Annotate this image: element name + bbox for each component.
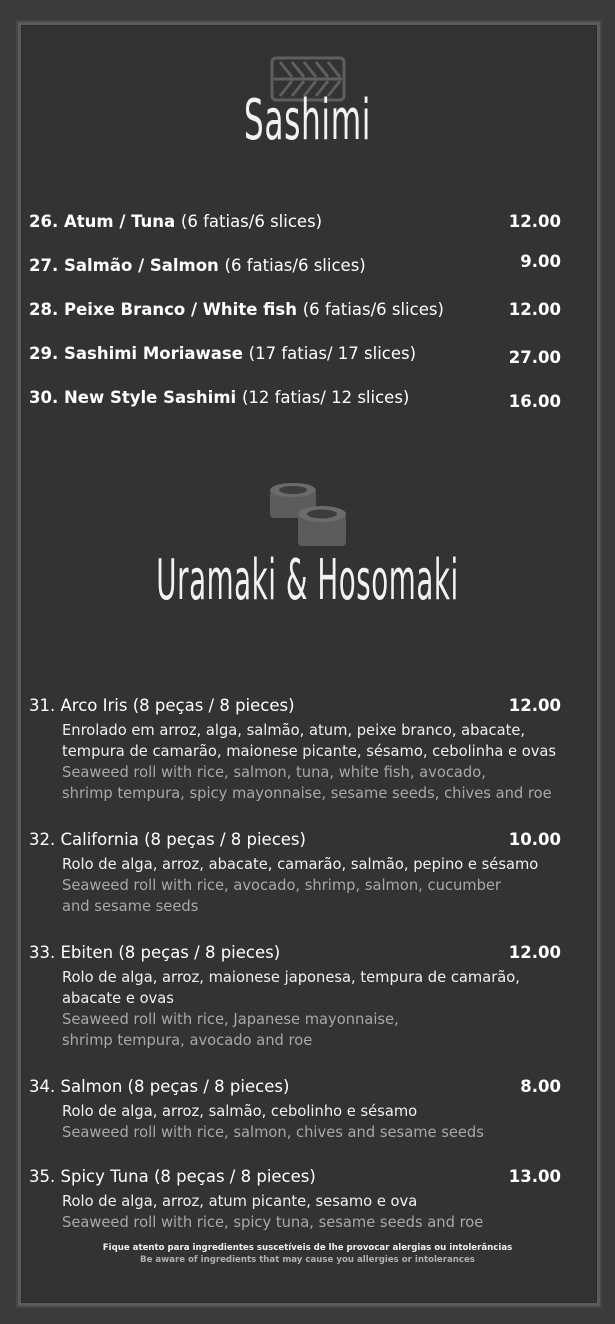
item-description-pt — [62, 720, 561, 762]
allergy-notice-en: Be aware of ingredients that may cause you allergies or intolerances — [140, 1255, 475, 1265]
item-number: 29. — [29, 344, 59, 363]
item-price: 12.00 — [508, 696, 561, 715]
item-number: 27. — [29, 256, 59, 275]
item-price: 27.00 — [508, 348, 561, 367]
menu-item — [29, 300, 561, 326]
item-number: 32. — [29, 830, 56, 849]
description-line: Rolo de alga, arroz, salmão, cebolinho e sésamo — [62, 1103, 418, 1120]
menu-item — [29, 696, 561, 804]
item-portion: (8 peças / 8 pieces) — [153, 1167, 316, 1186]
description-line: Enrolado em arroz, alga, salmão, atum, peixe branco, abacate, — [62, 722, 526, 739]
item-portion: (8 peças / 8 pieces) — [118, 943, 281, 962]
item-line — [29, 1077, 289, 1096]
item-portion: (6 fatias/6 slices) — [180, 212, 323, 231]
description-line: and sesame seeds — [62, 898, 199, 915]
maki-rolls-icon — [0, 482, 615, 552]
item-price: 9.00 — [520, 252, 561, 271]
item-description-en — [62, 762, 561, 804]
item-portion: (6 fatias/6 slices) — [224, 256, 366, 275]
item-name: Salmão / Salmon — [63, 256, 219, 275]
item-description-en — [62, 1212, 561, 1233]
description-line: Seaweed roll with rice, Japanese mayonnaise, — [62, 1011, 399, 1028]
description-line: Seaweed roll with rice, avocado, shrimp, salmon, cucumber — [62, 877, 501, 894]
menu-item — [29, 212, 561, 238]
item-number: 26. — [29, 212, 59, 231]
item-name: Arco Iris — [60, 696, 128, 715]
menu-item — [29, 344, 561, 370]
menu-item — [29, 943, 561, 1051]
item-price: 12.00 — [508, 212, 561, 231]
item-name: New Style Sashimi — [63, 388, 237, 407]
section-title-sashimi: Sashimi — [243, 88, 372, 153]
item-price: 12.00 — [508, 300, 561, 319]
item-description-pt — [62, 1101, 561, 1122]
item-name: California — [60, 830, 139, 849]
item-price: 8.00 — [520, 1077, 561, 1096]
item-line — [29, 696, 295, 715]
item-name: Sashimi Moriawase — [63, 344, 243, 363]
item-number: 34. — [29, 1077, 56, 1096]
menu-item — [29, 252, 561, 282]
menu-item — [29, 1077, 561, 1143]
item-header — [29, 696, 561, 720]
description-line: Seaweed roll with rice, spicy tuna, sesame seeds and roe — [62, 1214, 484, 1231]
item-name: Salmon — [60, 1077, 123, 1096]
allergy-notice — [0, 1242, 615, 1266]
item-portion: (12 fatias/ 12 slices) — [241, 388, 410, 407]
description-line: Rolo de alga, arroz, abacate, camarão, salmão, pepino e sésamo — [62, 856, 539, 873]
description-line: shrimp tempura, spicy mayonnaise, sesame seeds, chives and roe — [62, 785, 552, 802]
item-line — [29, 830, 306, 849]
description-line: Rolo de alga, arroz, atum picante, sesamo e ova — [62, 1193, 418, 1210]
menu-item — [29, 830, 561, 917]
item-name: Atum / Tuna — [63, 212, 176, 231]
item-name: Peixe Branco / White fish — [63, 300, 297, 319]
item-number: 33. — [29, 943, 56, 962]
item-price: 12.00 — [508, 943, 561, 962]
item-portion: (8 peças / 8 pieces) — [132, 696, 295, 715]
description-line: shrimp tempura, avocado and roe — [62, 1032, 313, 1049]
item-description-en — [62, 1122, 561, 1143]
item-number: 30. — [29, 388, 59, 407]
item-header — [29, 1077, 561, 1101]
item-name: Spicy Tuna — [60, 1167, 149, 1186]
item-line — [29, 1167, 316, 1186]
item-number: 31. — [29, 696, 56, 715]
description-line: Rolo de alga, arroz, maionese japonesa, tempura de camarão, — [62, 969, 520, 986]
item-price: 13.00 — [508, 1167, 561, 1186]
item-description-en — [62, 1009, 561, 1051]
item-portion: (17 fatias/ 17 slices) — [248, 344, 417, 363]
item-description-pt — [62, 967, 561, 1009]
allergy-notice-pt: Fique atento para ingredientes suscetíveis de lhe provocar alergias ou intolerâncias — [102, 1243, 513, 1253]
item-portion: (8 peças / 8 pieces) — [127, 1077, 290, 1096]
item-description-en — [62, 875, 561, 917]
item-header — [29, 1167, 561, 1191]
item-line — [29, 212, 322, 231]
item-line — [29, 388, 409, 407]
item-line — [29, 943, 280, 962]
description-line: abacate e ovas — [62, 990, 174, 1007]
item-number: 28. — [29, 300, 59, 319]
description-line: Seaweed roll with rice, salmon, chives and sesame seeds — [62, 1124, 484, 1141]
item-line — [29, 344, 416, 363]
description-line: tempura de camarão, maionese picante, sésamo, cebolinha e ovas — [62, 743, 557, 760]
item-description-pt — [62, 854, 561, 875]
item-line — [29, 300, 444, 319]
item-number: 35. — [29, 1167, 56, 1186]
item-price: 10.00 — [508, 830, 561, 849]
item-portion: (8 peças / 8 pieces) — [144, 830, 306, 849]
item-line — [29, 256, 366, 275]
item-header — [29, 830, 561, 854]
menu-item — [29, 388, 561, 414]
item-description-pt — [62, 1191, 561, 1212]
item-price: 16.00 — [508, 392, 561, 411]
description-line: Seaweed roll with rice, salmon, tuna, white fish, avocado, — [62, 764, 486, 781]
item-portion: (6 fatias/6 slices) — [302, 300, 444, 319]
item-header — [29, 943, 561, 967]
menu-item — [29, 1167, 561, 1233]
item-name: Ebiten — [60, 943, 114, 962]
section-title-uramaki: Uramaki & Hosomaki — [156, 548, 459, 613]
